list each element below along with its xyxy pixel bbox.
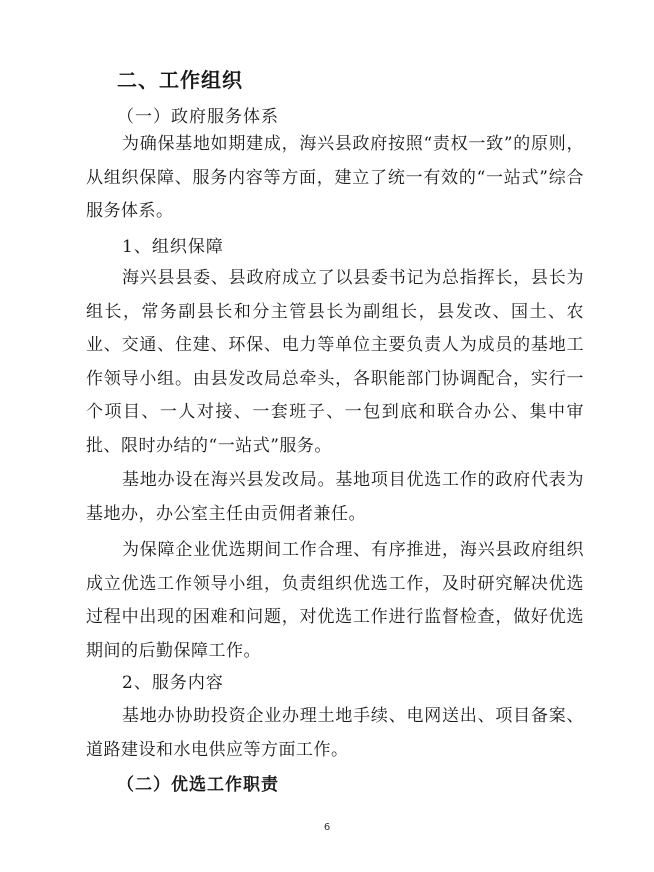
paragraph-base-office: 基地办设在海兴县发改局。基地项目优选工作的政府代表为基地办，办公室主任由贡佣者兼任。 xyxy=(86,470,584,524)
subheading-organization: 1、组织保障 xyxy=(122,237,224,257)
paragraph-service-content: 基地办协助投资企业办理土地手续、电网送出、项目备案、道路建设和水电供应等方面工作。 xyxy=(86,706,584,760)
subsection-heading-government-service: （一）政府服务体系 xyxy=(117,107,279,127)
paragraph-selection-group: 为保障企业优选期间工作合理、有序推进，海兴县政府组织成立优选工作领导小组，负责组织优选工作，及时研究解决优选过程中出现的困难和问题，对优选工作进行监督检查，做好优选期间的后勤保障工作。 xyxy=(86,540,584,661)
subheading-service-content: 2、服务内容 xyxy=(122,673,224,693)
intro-paragraph: 为确保基地如期建成，海兴县政府按照“责权一致”的原则，从组织保障、服务内容等方面，建立了统一有效的“一站式”综合服务体系。 xyxy=(86,134,584,221)
page-number: 6 xyxy=(323,822,331,833)
subsection-heading-selection-duties: （二）优选工作职责 xyxy=(117,775,279,795)
paragraph-leadership-group: 海兴县县委、县政府成立了以县委书记为总指挥长，县长为组长，常务副县长和分主管县长为副组长，县发改、国土、农业、交通、住建、环保、电力等单位主要负责人为成员的基地工作领导小组。由县发改局总牵头，各职能部门协调配合，实行一个项目、一人对接、一套班子、一包到底和联合办公、集中审批、限时办结的“一站式”服务。 xyxy=(86,268,584,456)
section-heading: 二、工作组织 xyxy=(117,68,243,92)
